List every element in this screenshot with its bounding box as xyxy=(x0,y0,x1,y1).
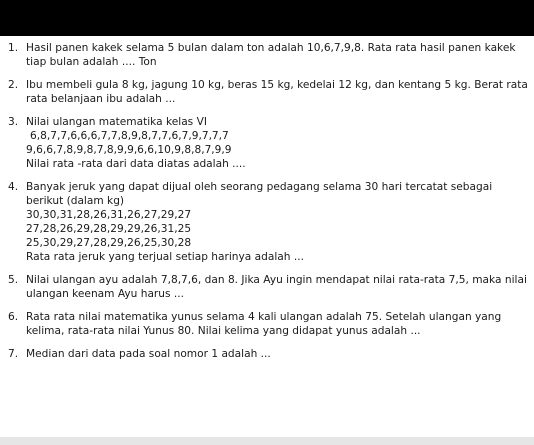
question-text xyxy=(26,347,530,361)
question-number: 3. xyxy=(8,116,19,128)
question-line: Nilai ulangan matematika kelas VI xyxy=(26,116,207,128)
question-line: Rata rata jeruk yang terjual setiap harinya adalah ... xyxy=(26,251,304,263)
question-6 xyxy=(0,310,534,338)
question-number: 6. xyxy=(8,311,19,323)
cut-off-bottom-strip xyxy=(0,437,534,445)
question-line: Nilai ulangan ayu adalah 7,8,7,6, dan 8. Jika Ayu ingin mendapat nilai rata-rata 7,5, maka nilai xyxy=(26,274,527,286)
question-line: Hasil panen kakek selama 5 bulan dalam ton adalah 10,6,7,9,8. Rata rata hasil panen kakek xyxy=(26,42,516,54)
question-line: berikut (dalam kg) xyxy=(26,195,125,207)
question-3 xyxy=(0,115,534,171)
question-text xyxy=(26,273,530,301)
question-5 xyxy=(0,273,534,301)
data-row: 25,30,29,27,28,29,26,25,30,28 xyxy=(26,237,192,249)
question-line: Nilai rata -rata dari data diatas adalah .... xyxy=(26,158,246,170)
question-line: Ibu membeli gula 8 kg, jagung 10 kg, beras 15 kg, kedelai 12 kg, dan kentang 5 kg. Berat rata xyxy=(26,79,528,91)
question-4 xyxy=(0,180,534,264)
question-line: Median dari data pada soal nomor 1 adalah ... xyxy=(26,348,271,360)
question-text xyxy=(26,180,530,264)
data-row: 30,30,31,28,26,31,26,27,29,27 xyxy=(26,209,192,221)
question-2 xyxy=(0,78,534,106)
question-1 xyxy=(0,41,534,69)
question-number: 1. xyxy=(8,42,19,54)
question-text xyxy=(26,310,530,338)
question-line: Rata rata nilai matematika yunus selama 4 kali ulangan adalah 75. Setelah ulangan yang xyxy=(26,311,502,323)
question-line: Banyak jeruk yang dapat dijual oleh seorang pedagang selama 30 hari tercatat sebagai xyxy=(26,181,493,193)
data-row: 27,28,26,29,28,29,29,26,31,25 xyxy=(26,223,192,235)
question-7 xyxy=(0,347,534,361)
question-number: 5. xyxy=(8,274,19,286)
question-line: kelima, rata-rata nilai Yunus 80. Nilai kelima yang didapat yunus adalah ... xyxy=(26,325,421,337)
question-line: rata belanjaan ibu adalah ... xyxy=(26,93,176,105)
question-text xyxy=(26,115,530,171)
question-text xyxy=(26,78,530,106)
question-number: 4. xyxy=(8,181,19,193)
question-number: 7. xyxy=(8,348,19,360)
data-row: 6,8,7,7,6,6,6,7,7,8,9,8,7,7,6,7,9,7,7,7 xyxy=(30,130,229,142)
question-text xyxy=(26,41,530,69)
top-black-bar xyxy=(0,0,534,36)
data-row: 9,6,6,7,8,9,8,7,8,9,9,6,6,10,9,8,8,7,9,9 xyxy=(26,144,232,156)
question-line: tiap bulan adalah .... Ton xyxy=(26,56,157,68)
question-number: 2. xyxy=(8,79,19,91)
question-line: ulangan keenam Ayu harus ... xyxy=(26,288,184,300)
question-list xyxy=(0,41,534,370)
